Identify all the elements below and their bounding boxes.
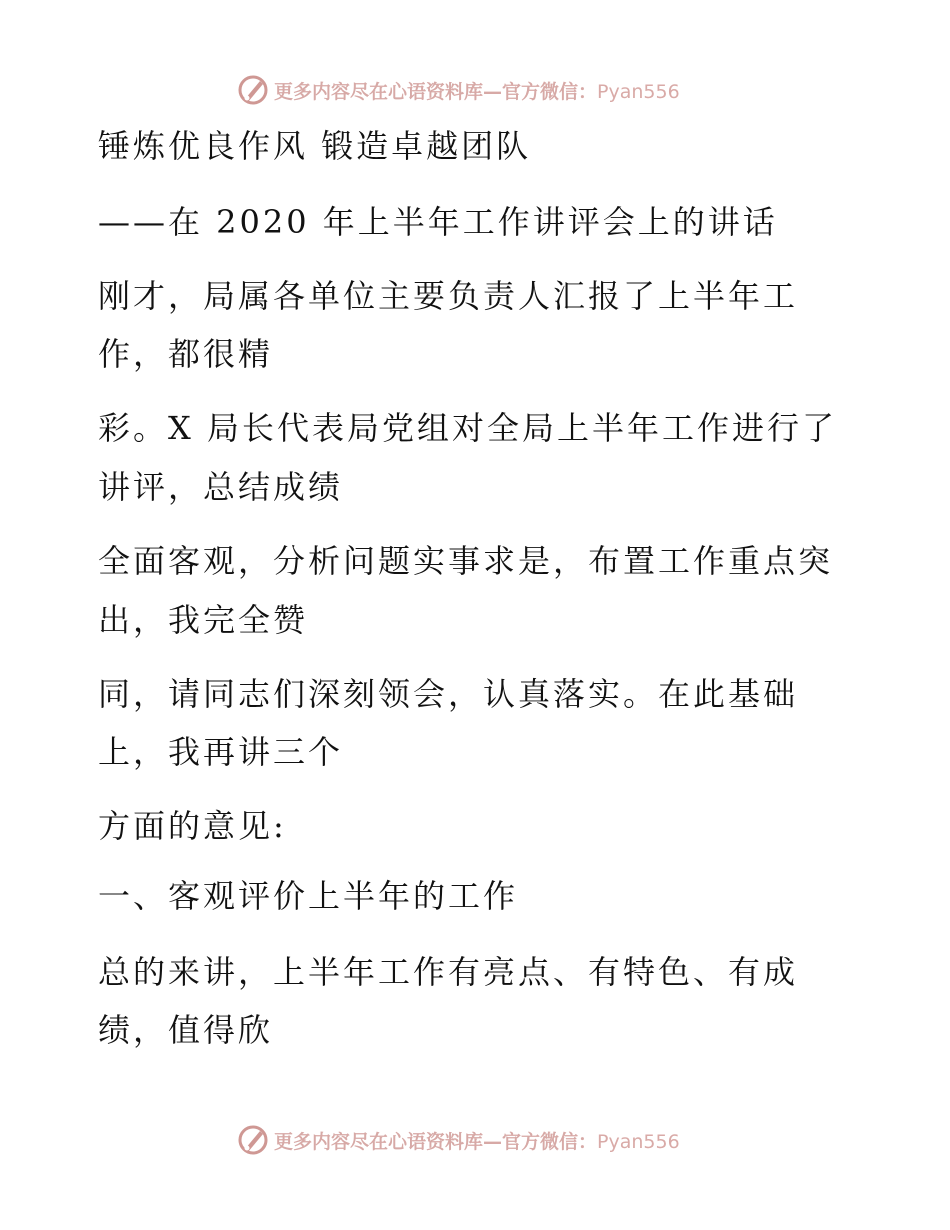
paragraph-line: 同，请同志们深刻领会，认真落实。在此基础 (98, 675, 799, 713)
pen-logo-icon (236, 1123, 270, 1157)
paragraph-line: 绩，值得欣 (98, 1011, 274, 1049)
paragraph-line: 出，我完全赞 (98, 601, 309, 639)
paragraph-line: 讲评，总结成绩 (98, 468, 344, 506)
paragraph-line: 彩。X 局长代表局党组对全局上半年工作进行了 (98, 409, 837, 447)
doc-title: 锤炼优良作风 锻造卓越团队 (98, 127, 532, 165)
paragraph-line: 作，都很精 (98, 335, 274, 373)
paragraph-line: 全面客观，分析问题实事求是，布置工作重点突 (98, 542, 834, 580)
paragraph-line: 刚才，局属各单位主要负责人汇报了上半年工 (98, 277, 799, 315)
paragraph-line: 上，我再讲三个 (98, 733, 344, 771)
doc-subtitle: ——在 2020 年上半年工作讲评会上的讲话 (98, 203, 778, 241)
paragraph-line: 总的来讲，上半年工作有亮点、有特色、有成 (98, 953, 799, 991)
section-heading: 一、客观评价上半年的工作 (98, 877, 519, 915)
header-watermark (236, 70, 716, 110)
watermark-text: 更多内容尽在心语资料库—官方微信：Pyan556 (274, 1130, 680, 1153)
paragraph-line: 方面的意见: (98, 807, 287, 845)
pen-logo-icon (236, 73, 270, 107)
footer-watermark (236, 1120, 716, 1160)
watermark-text: 更多内容尽在心语资料库—官方微信：Pyan556 (274, 80, 680, 103)
